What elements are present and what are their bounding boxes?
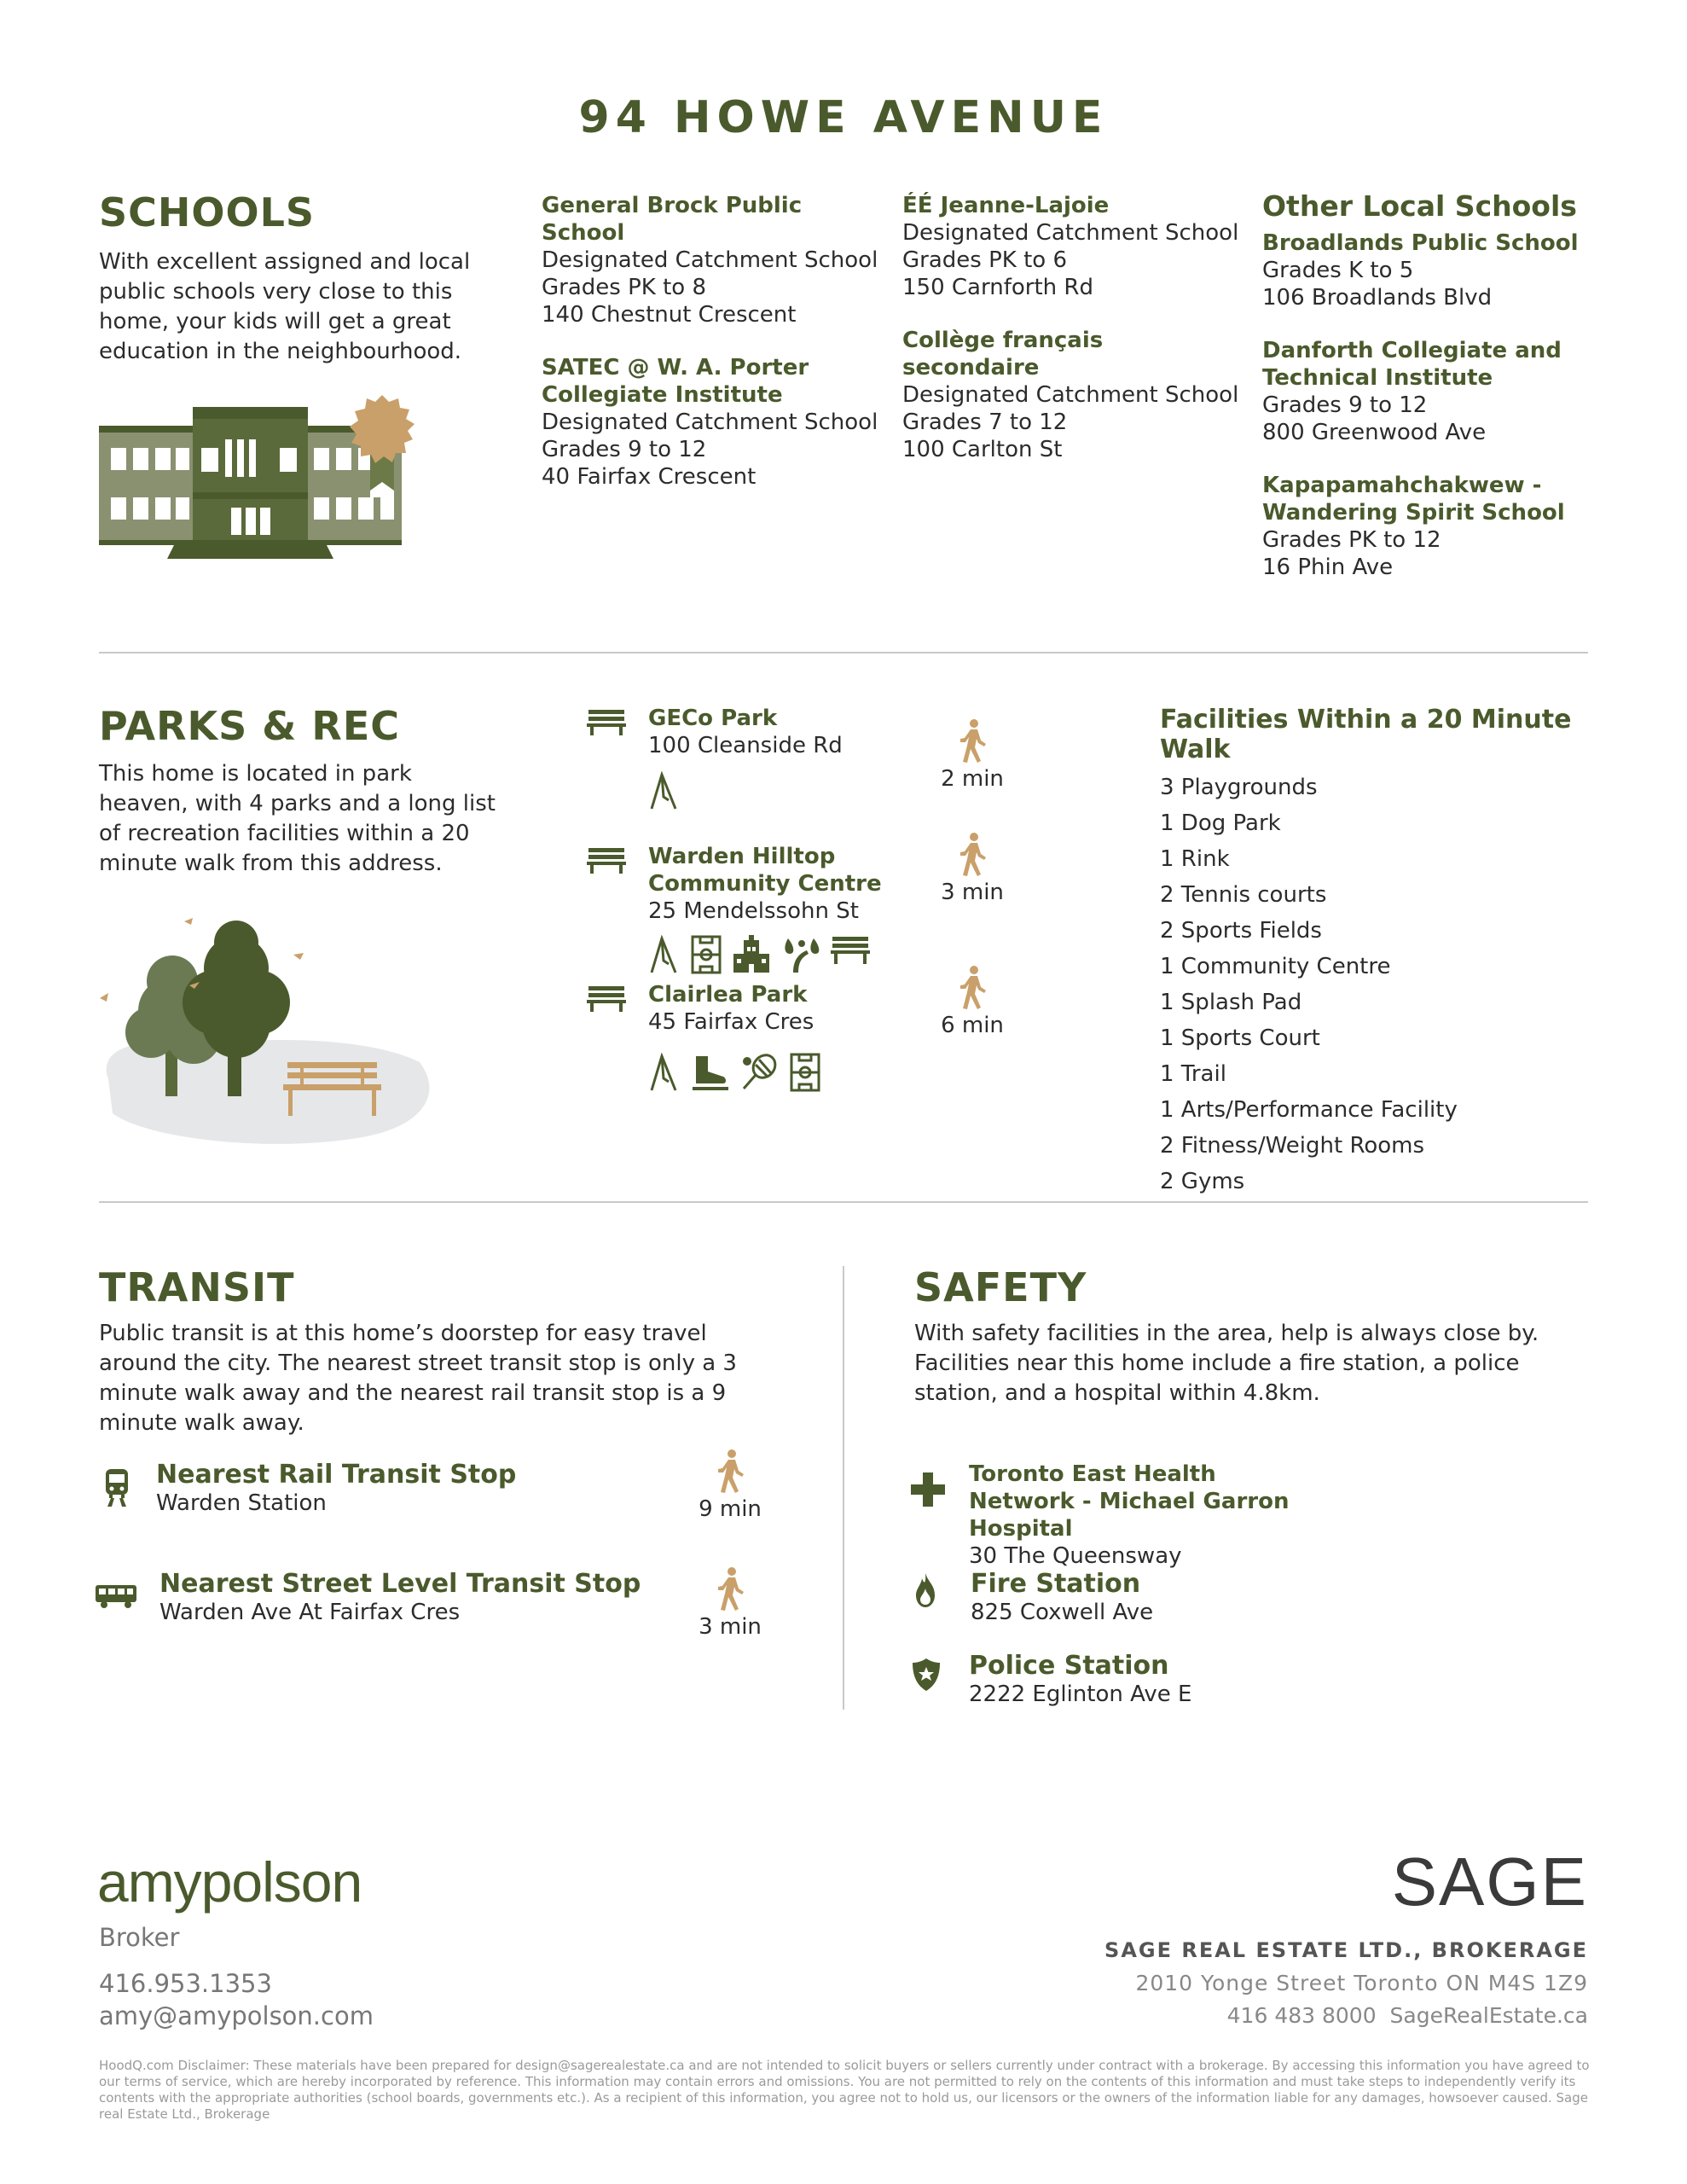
park-address: 100 Cleanside Rd — [648, 733, 843, 758]
brokerage-phone[interactable]: 416 483 8000 — [1226, 2003, 1377, 2028]
school-catchment: Designated Catchment School — [902, 220, 1239, 246]
disclaimer: HoodQ.com Disclaimer: These materials have been prepared for design@sagerealestate.ca and are not intended to solicit buyers or sellers currently under contract with a brokerage. By accessing this information you have agreed to our terms of service, which are hereby incorporated by reference. This information may contain errors and omissions. You are not permitted to rely on the contents of this information and must take steps to independently verify its contents with the appropriate authorities (school boards, governments etc.). As a recipient of this information, you agree not to hold us, our licensors or the owners of the information liable for any damages, howsoever caused. Sage real Estate Ltd., Brokerage — [99, 2058, 1590, 2122]
splash-pad-icon — [781, 935, 820, 974]
schools-column-1 — [542, 192, 883, 516]
rail-transit-station: Warden Station — [156, 1490, 327, 1516]
park-item — [587, 705, 928, 810]
walk-time — [930, 965, 1015, 1038]
school-block — [902, 327, 1244, 463]
schools-intro: With excellent assigned and local public schools very close to this home, your kids will get a great education in the neighbourhood. — [99, 249, 471, 364]
street-transit-title: Nearest Street Level Transit Stop — [159, 1569, 641, 1599]
transit-heading: TRANSIT — [99, 1264, 295, 1310]
school-block — [1262, 337, 1603, 446]
school-address: 100 Carlton St — [902, 437, 1063, 462]
facility-item: 1 Arts/Performance Facility — [1160, 1097, 1458, 1123]
school-name: SATEC @ W. A. Porter Collegiate Institute — [542, 355, 809, 408]
school-address: 16 Phin Ave — [1262, 555, 1394, 580]
hospital-cross-icon — [911, 1472, 945, 1507]
school-name: Collège français secondaire — [902, 328, 1104, 380]
brokerage-logo: SAGE — [1391, 1844, 1588, 1920]
agent-phone[interactable]: 416.953.1353 — [99, 1969, 272, 1998]
school-grades: Grades 9 to 12 — [1262, 392, 1428, 418]
school-catchment: Designated Catchment School — [902, 382, 1239, 408]
school-catchment: Designated Catchment School — [542, 247, 878, 273]
playground-icon — [648, 1053, 681, 1092]
brokerage-address: 2010 Yonge Street Toronto ON M4S 1Z9 — [1135, 1971, 1588, 1995]
fire-station-address: 825 Coxwell Ave — [971, 1600, 1154, 1625]
facilities-heading: Facilities Within a 20 Minute Walk — [1160, 705, 1572, 764]
walking-person-icon — [957, 965, 988, 1009]
community-centre-icon — [732, 935, 771, 974]
school-catchment: Designated Catchment School — [542, 410, 878, 435]
school-block — [1262, 472, 1603, 581]
brokerage-website[interactable]: SageRealEstate.ca — [1389, 2003, 1588, 2028]
police-station-address: 2222 Eglinton Ave E — [969, 1682, 1192, 1707]
facility-item: 1 Rink — [1160, 846, 1230, 872]
park-address: 45 Fairfax Cres — [648, 1009, 815, 1035]
walk-time — [687, 1449, 773, 1522]
park-name: Warden Hilltop Community Centre — [648, 844, 882, 897]
school-name: Danforth Collegiate and Technical Institute — [1262, 338, 1562, 391]
facility-item: 1 Community Centre — [1160, 954, 1391, 979]
bus-icon — [96, 1583, 136, 1609]
school-grades: Grades PK to 12 — [1262, 527, 1441, 553]
park-item — [587, 981, 928, 1092]
brokerage-name: SAGE REAL ESTATE LTD., BROKERAGE — [1104, 1938, 1588, 1962]
school-grades: Grades PK to 6 — [902, 247, 1067, 273]
street-transit-stop-name: Warden Ave At Fairfax Cres — [159, 1600, 461, 1625]
park-trees-icon — [96, 909, 437, 1156]
school-block — [542, 354, 883, 491]
walking-person-icon — [715, 1566, 745, 1611]
school-address: 800 Greenwood Ave — [1262, 420, 1487, 445]
park-item — [587, 843, 928, 974]
rail-transit-title: Nearest Rail Transit Stop — [156, 1460, 517, 1490]
school-address: 140 Chestnut Crescent — [542, 302, 797, 328]
school-address: 150 Carnforth Rd — [902, 275, 1093, 300]
fire-icon — [914, 1573, 936, 1607]
walk-time — [687, 1566, 773, 1640]
school-address: 40 Fairfax Crescent — [542, 464, 757, 490]
schools-heading: SCHOOLS — [99, 189, 316, 235]
fire-station-item — [971, 1570, 1153, 1626]
school-address: 106 Broadlands Blvd — [1262, 285, 1493, 311]
train-icon — [102, 1467, 131, 1507]
school-grades: Grades K to 5 — [1262, 258, 1414, 283]
park-name: GECo Park — [648, 706, 778, 731]
school-block — [542, 192, 883, 328]
facility-item: 2 Fitness/Weight Rooms — [1160, 1133, 1425, 1159]
walk-time-label: 3 min — [699, 1614, 762, 1640]
facility-item: 1 Splash Pad — [1160, 990, 1302, 1015]
park-icons — [648, 1053, 928, 1092]
rail-transit-stop — [156, 1461, 516, 1517]
school-name: ÉÉ Jeanne-Lajoie — [902, 193, 1110, 218]
walk-time-label: 6 min — [941, 1013, 1004, 1038]
park-address: 25 Mendelssohn St — [648, 898, 859, 924]
transit-intro: Public transit is at this home’s doorstep for easy travel around the city. The nearest street transit stop is only a 3 minute walk away and the nearest rail transit stop is a 9 minute walk away. — [99, 1321, 737, 1436]
hospital-address: 30 The Queensway — [969, 1543, 1182, 1569]
walking-person-icon — [957, 832, 988, 876]
school-block — [1262, 229, 1603, 311]
park-name: Clairlea Park — [648, 982, 808, 1008]
facility-item: 2 Tennis courts — [1160, 882, 1327, 908]
walk-time — [930, 832, 1015, 905]
page-title: 94 HOWE AVENUE — [578, 92, 1109, 143]
school-grades: Grades PK to 8 — [542, 275, 706, 300]
walk-time-label: 3 min — [941, 880, 1004, 905]
schools-column-2 — [902, 192, 1244, 489]
police-station-title: Police Station — [969, 1651, 1169, 1681]
agent-email[interactable]: amy@amypolson.com — [99, 2001, 374, 2030]
agent-first-name: amy — [97, 1850, 201, 1914]
school-name: General Brock Public School — [542, 193, 803, 246]
walk-time-label: 9 min — [699, 1496, 762, 1522]
police-shield-icon — [913, 1658, 940, 1691]
facility-item: 1 Sports Court — [1160, 1025, 1320, 1051]
school-grades: Grades 7 to 12 — [902, 410, 1068, 435]
safety-intro: With safety facilities in the area, help is always close by. Facilities near this home include a fire station, a police station, and a hospital within 4.8km. — [914, 1321, 1539, 1406]
police-station-item — [969, 1652, 1191, 1708]
sports-field-icon — [790, 1053, 820, 1092]
walk-time — [930, 718, 1015, 792]
walk-time-label: 2 min — [941, 766, 1004, 792]
agent-role: Broker — [99, 1923, 180, 1952]
section-divider — [99, 652, 1588, 653]
school-grades: Grades 9 to 12 — [542, 437, 707, 462]
facilities-list — [1160, 705, 1603, 1199]
hospital-title: Toronto East Health Network - Michael Garron Hospital — [969, 1461, 1290, 1542]
school-block — [902, 192, 1244, 301]
facility-item: 1 Trail — [1160, 1061, 1226, 1087]
agent-logo — [97, 1850, 362, 1914]
parks-intro: This home is located in park heaven, with 4 parks and a long list of recreation facilities within a 20 minute walk from this address. — [99, 761, 496, 876]
school-name: Kapapamahchakwew - Wandering Spirit School — [1262, 473, 1565, 526]
park-icons — [648, 771, 928, 810]
park-icons — [648, 935, 928, 974]
facility-item: 1 Dog Park — [1160, 810, 1281, 836]
bench-icon — [587, 708, 626, 735]
playground-icon — [648, 935, 681, 974]
sports-field-icon — [691, 935, 722, 974]
other-schools-heading: Other Local Schools — [1262, 189, 1577, 223]
walking-person-icon — [715, 1449, 745, 1493]
street-transit-stop — [159, 1570, 641, 1626]
facility-item: 2 Gyms — [1160, 1169, 1245, 1194]
bench-icon — [831, 935, 870, 966]
agent-last-name: polson — [200, 1850, 362, 1914]
tennis-icon — [740, 1053, 780, 1092]
section-divider — [99, 1201, 1588, 1203]
skate-icon — [691, 1053, 730, 1092]
parks-heading: PARKS & REC — [99, 703, 401, 749]
bench-icon — [587, 985, 626, 1012]
fire-station-title: Fire Station — [971, 1569, 1141, 1599]
column-divider — [843, 1266, 844, 1710]
other-schools-column — [1262, 189, 1603, 607]
bench-icon — [587, 846, 626, 874]
walking-person-icon — [957, 718, 988, 763]
school-building-icon — [99, 388, 440, 563]
brokerage-contact — [1049, 2003, 1588, 2028]
facility-item: 2 Sports Fields — [1160, 918, 1322, 944]
school-name: Broadlands Public School — [1262, 230, 1579, 256]
facility-item: 3 Playgrounds — [1160, 775, 1318, 800]
safety-heading: SAFETY — [914, 1264, 1087, 1310]
playground-icon — [648, 771, 681, 810]
hospital-item — [969, 1461, 1395, 1570]
